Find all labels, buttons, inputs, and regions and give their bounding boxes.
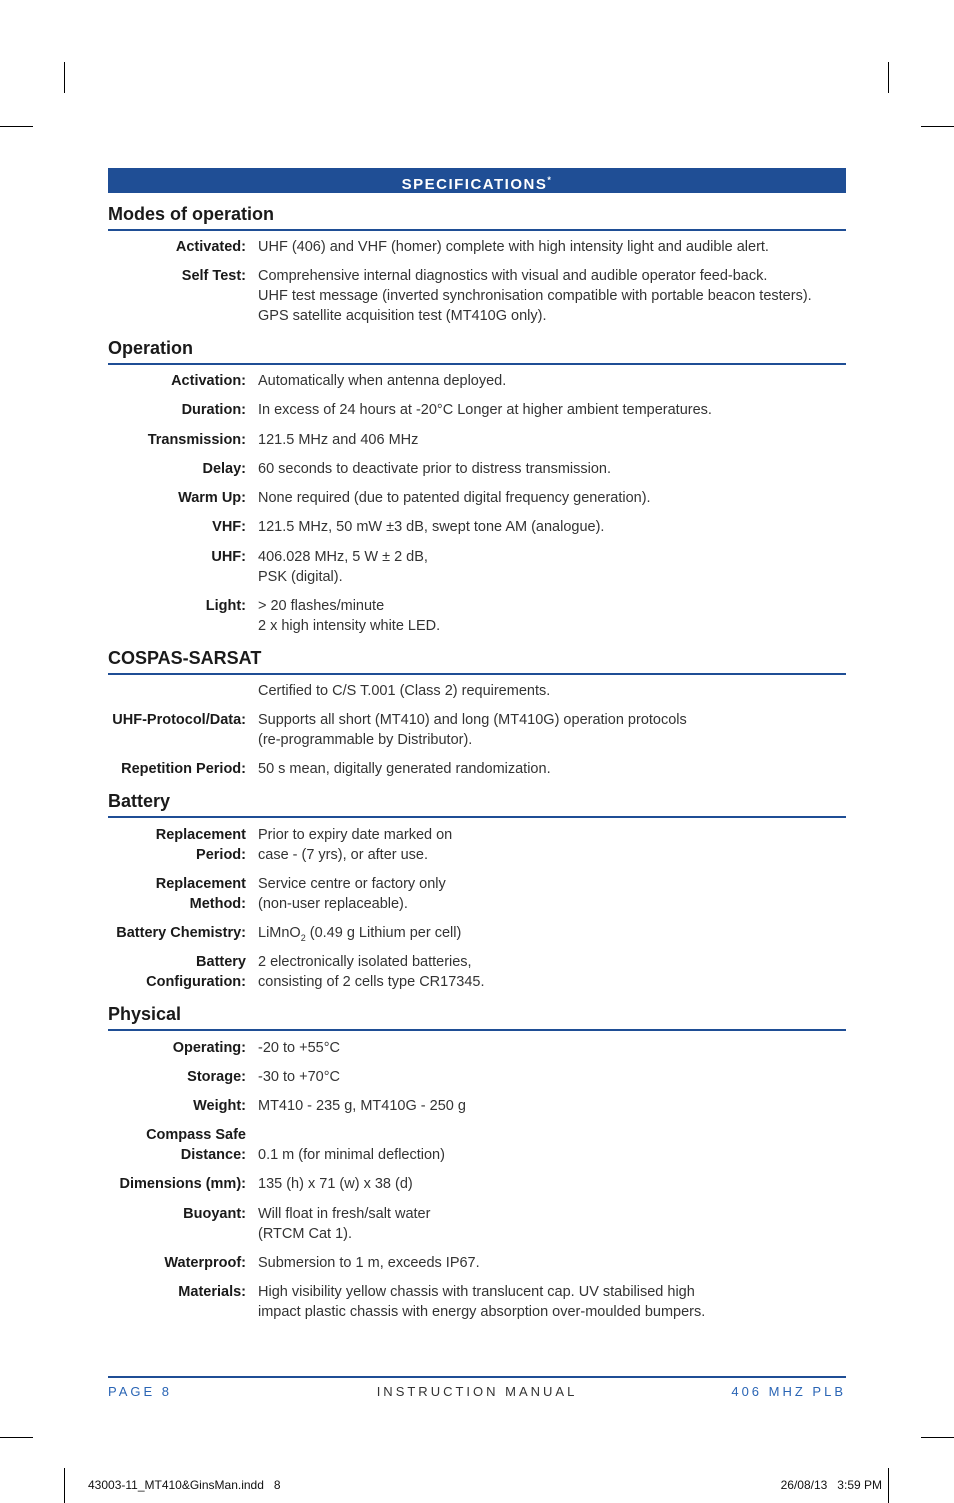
spec-label xyxy=(108,825,246,865)
spec-value-line: 2 x high intensity white LED. xyxy=(258,618,441,634)
spec-value-line: GPS satellite acquisition test (MT410G only). xyxy=(258,308,547,324)
spec-value: UHF (406) and VHF (homer) complete with high intensity light and audible alert. xyxy=(258,239,769,255)
chemistry-detail: (0.49 g Lithium per cell) xyxy=(305,925,462,941)
spec-value: MT410 - 235 g, MT410G - 250 g xyxy=(258,1098,466,1114)
spec-value-line: consisting of 2 cells type CR17345. xyxy=(258,974,485,990)
spec-value xyxy=(258,547,848,587)
slug-filename: 43003-11_MT410&GinsMan.indd 8 xyxy=(88,1478,281,1492)
spec-value: 135 (h) x 71 (w) x 38 (d) xyxy=(258,1176,413,1192)
spec-label-line: Replacement xyxy=(155,876,246,892)
slug-date: 26/08/13 3:59 PM xyxy=(780,1478,882,1492)
section-heading-physical: Physical xyxy=(108,999,846,1031)
banner-title: SPECIFICATIONS xyxy=(401,176,548,193)
spec-label: Battery Chemistry: xyxy=(116,925,246,941)
spec-label: Weight: xyxy=(193,1098,246,1114)
spec-value-line: (non-user replaceable). xyxy=(258,896,408,912)
spec-label-line: Configuration: xyxy=(146,974,246,990)
spec-value-line: impact plastic chassis with energy absorption over-moulded bumpers. xyxy=(258,1304,706,1320)
spec-label: Materials: xyxy=(178,1284,246,1300)
crop-mark xyxy=(64,62,65,93)
crop-mark xyxy=(0,126,33,127)
spec-label: Buoyant: xyxy=(183,1206,246,1222)
spec-label-line: Replacement xyxy=(155,827,246,843)
section-heading-modes: Modes of operation xyxy=(108,199,846,231)
spec-value xyxy=(258,952,848,992)
spec-value xyxy=(258,1204,848,1244)
spec-value-line: High visibility yellow chassis with translucent cap. UV stabilised high xyxy=(258,1284,695,1300)
footer-rule xyxy=(108,1376,846,1378)
crop-mark xyxy=(921,1437,954,1438)
crop-mark xyxy=(921,126,954,127)
spec-value: 121.5 MHz and 406 MHz xyxy=(258,432,419,448)
spec-value-line: Service centre or factory only xyxy=(258,876,446,892)
spec-label xyxy=(108,1125,246,1165)
spec-value xyxy=(258,874,848,914)
crop-mark xyxy=(888,62,889,93)
footer-product: 406 MHZ PLB xyxy=(731,1384,846,1399)
spec-label-line: Compass Safe xyxy=(146,1127,246,1143)
spec-value-line: (RTCM Cat 1). xyxy=(258,1226,352,1242)
spec-value-line: 2 electronically isolated batteries, xyxy=(258,954,472,970)
banner-mark: * xyxy=(547,175,553,185)
spec-label-line: Period: xyxy=(196,847,246,863)
spec-value-line: Supports all short (MT410) and long (MT410G) operation protocols xyxy=(258,712,687,728)
spec-value xyxy=(258,1282,848,1322)
footer-page-number: PAGE 8 xyxy=(108,1384,173,1399)
spec-value-line: Comprehensive internal diagnostics with visual and audible operator feed-back. xyxy=(258,268,768,284)
spec-value-line: case - (7 yrs), or after use. xyxy=(258,847,429,863)
spec-label-line: Distance: xyxy=(180,1147,246,1163)
spec-value-line: Prior to expiry date marked on xyxy=(258,827,453,843)
spec-value: Certified to C/S T.001 (Class 2) requirements. xyxy=(258,683,551,699)
spec-value: Submersion to 1 m, exceeds IP67. xyxy=(258,1255,480,1271)
spec-label: Transmission: xyxy=(147,432,246,448)
spec-value: 121.5 MHz, 50 mW ±3 dB, swept tone AM (analogue). xyxy=(258,519,605,535)
spec-label xyxy=(108,874,246,914)
spec-label: UHF-Protocol/Data: xyxy=(112,712,246,728)
spec-value: Automatically when antenna deployed. xyxy=(258,373,507,389)
spec-value-line: (re-programmable by Distributor). xyxy=(258,732,473,748)
spec-value-line: UHF test message (inverted synchronisation compatible with portable beacon testers). xyxy=(258,288,812,304)
crop-mark xyxy=(0,1437,33,1438)
spec-value: -30 to +70°C xyxy=(258,1069,340,1085)
crop-mark xyxy=(888,1468,889,1503)
section-heading-cospas-sarsat: COSPAS-SARSAT xyxy=(108,643,846,675)
spec-value-line: PSK (digital). xyxy=(258,569,343,585)
specifications-banner xyxy=(108,168,846,193)
chemistry-subscript: 2 xyxy=(300,932,306,943)
spec-value: 60 seconds to deactivate prior to distress transmission. xyxy=(258,461,611,477)
spec-label: Activation: xyxy=(171,373,246,389)
spec-label xyxy=(108,952,246,992)
spec-label: UHF: xyxy=(211,549,246,565)
spec-value-line: Will float in fresh/salt water xyxy=(258,1206,431,1222)
spec-label: Activated: xyxy=(175,239,246,255)
spec-label: Warm Up: xyxy=(178,490,246,506)
spec-label: Dimensions (mm): xyxy=(119,1176,246,1192)
spec-label: Waterproof: xyxy=(164,1255,246,1271)
spec-value xyxy=(258,710,848,750)
spec-label-line: Battery xyxy=(196,954,246,970)
spec-label: Duration: xyxy=(181,402,246,418)
spec-label: Self Test: xyxy=(181,268,246,284)
spec-label: VHF: xyxy=(212,519,246,535)
spec-value xyxy=(258,596,848,636)
spec-value xyxy=(258,825,848,865)
chemistry-formula: LiMnO xyxy=(258,925,301,941)
crop-mark xyxy=(64,1468,65,1503)
spec-value: 50 s mean, digitally generated randomization. xyxy=(258,761,551,777)
spec-label: Storage: xyxy=(187,1069,246,1085)
spec-value: 0.1 m (for minimal deflection) xyxy=(258,1147,445,1163)
spec-label: Operating: xyxy=(172,1040,246,1056)
footer-title: INSTRUCTION MANUAL xyxy=(376,1384,578,1399)
spec-value: None required (due to patented digital frequency generation). xyxy=(258,490,651,506)
spec-label: Light: xyxy=(205,598,246,614)
spec-label: Delay: xyxy=(202,461,246,477)
spec-value xyxy=(258,266,848,326)
spec-value-line: 406.028 MHz, 5 W ± 2 dB, xyxy=(258,549,428,565)
section-heading-operation: Operation xyxy=(108,333,846,365)
spec-value-line: > 20 flashes/minute xyxy=(258,598,385,614)
spec-value: In excess of 24 hours at -20°C Longer at higher ambient temperatures. xyxy=(258,402,712,418)
spec-label: Repetition Period: xyxy=(121,761,246,777)
section-heading-battery: Battery xyxy=(108,786,846,818)
spec-value xyxy=(258,923,848,948)
spec-value: -20 to +55°C xyxy=(258,1040,340,1056)
spec-label-line: Method: xyxy=(189,896,246,912)
